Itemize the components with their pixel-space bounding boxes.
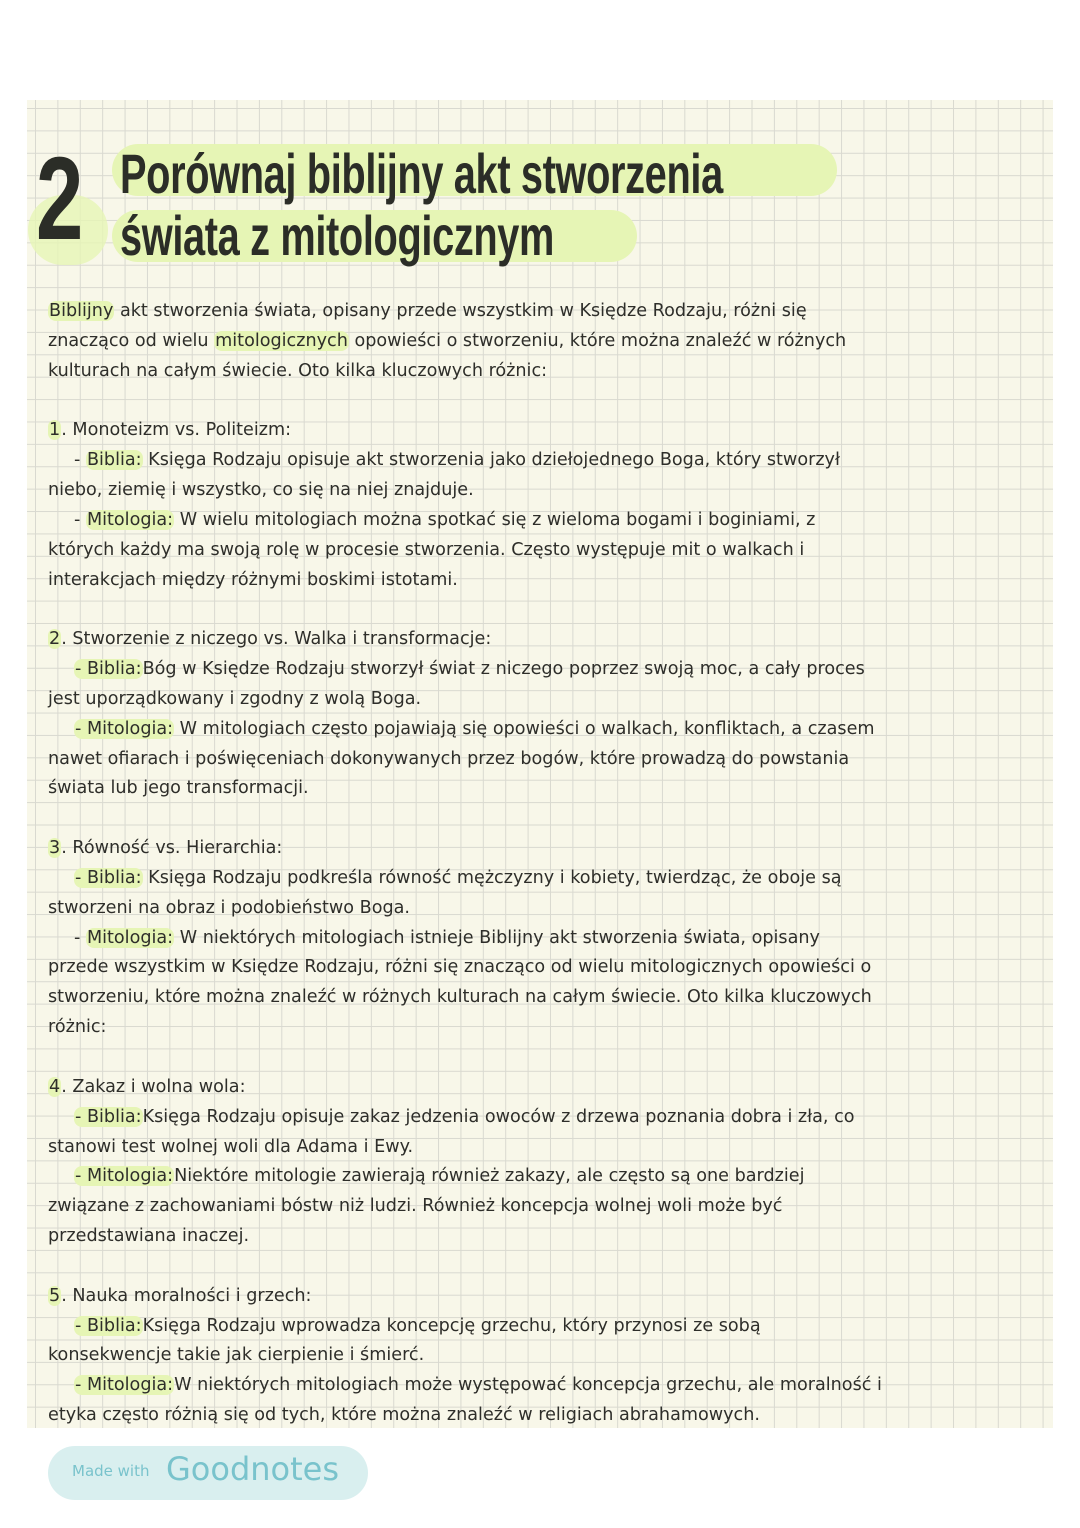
- line-text: interakcjach między różnymi boskimi istotami.: [48, 569, 458, 590]
- line-text: W wielu mitologiach można spotkać się z wieloma bogami i boginiami, z: [174, 509, 816, 530]
- highlighted-text: - Mitologia:: [75, 1375, 174, 1396]
- text-line: [48, 1284, 311, 1308]
- text-line: [48, 985, 872, 1009]
- text-line: [74, 1164, 804, 1188]
- text-line: [48, 359, 547, 383]
- text-line: [48, 627, 491, 651]
- line-text: . Stworzenie z niczego vs. Walka i transformacje:: [61, 629, 492, 650]
- line-text: -: [74, 450, 86, 471]
- highlighted-text: 2: [49, 629, 61, 650]
- line-text: różnic:: [48, 1017, 107, 1038]
- line-text: opowieści o stworzeniu, które można znaleźć w różnych: [348, 330, 847, 351]
- text-line: [48, 1224, 249, 1248]
- page-title-line-1: Porównaj biblijny akt stworzenia: [120, 142, 723, 205]
- line-text: Księga Rodzaju wprowadza koncepcję grzechu, który przynosi ze sobą: [142, 1315, 761, 1336]
- line-text: związane z zachowaniami bóstw niż ludzi. Również koncepcja wolnej woli może być: [48, 1196, 783, 1217]
- line-text: świata lub jego transformacji.: [48, 778, 309, 799]
- text-line: [48, 747, 849, 771]
- line-text: . Zakaz i wolna wola:: [61, 1076, 246, 1097]
- highlighted-text: - Mitologia:: [75, 718, 174, 739]
- highlighted-text: mitologicznych: [215, 330, 348, 351]
- line-text: konsekwencje takie jak cierpienie i śmierć.: [48, 1345, 425, 1366]
- watermark-brand-text: Goodnotes: [166, 1450, 340, 1488]
- line-text: znacząco od wielu: [48, 330, 215, 351]
- text-line: [74, 1314, 761, 1338]
- highlighted-text: - Biblia:: [75, 867, 142, 888]
- line-text: W niektórych mitologiach może występować koncepcja grzechu, ale moralność i: [174, 1375, 882, 1396]
- text-line: [48, 896, 410, 920]
- line-text: Księga Rodzaju podkreśla równość mężczyzny i kobiety, twierdząc, że oboje są: [142, 867, 842, 888]
- line-text: -: [74, 509, 86, 530]
- text-line: [48, 1135, 413, 1159]
- highlighted-text: - Biblia:: [75, 1315, 142, 1336]
- text-line: [48, 955, 871, 979]
- text-line: [48, 329, 846, 353]
- page-title-line-2: świata z mitologicznym: [120, 204, 555, 267]
- highlighted-text: 1: [49, 420, 61, 441]
- line-text: przedstawiana inaczej.: [48, 1226, 250, 1247]
- text-line: [48, 1403, 760, 1427]
- text-line: [74, 717, 875, 741]
- text-line: [48, 836, 282, 860]
- text-line: [48, 1015, 107, 1039]
- highlighted-text: - Biblia:: [75, 659, 142, 680]
- text-line: [48, 687, 421, 711]
- text-line: [48, 299, 807, 323]
- line-text: . Nauka moralności i grzech:: [61, 1285, 312, 1306]
- text-line: [48, 776, 309, 800]
- highlighted-text: 5: [49, 1285, 61, 1306]
- line-text: których każdy ma swoją rolę w procesie stworzenia. Często występuje mit o walkach i: [48, 539, 805, 560]
- text-line: [48, 418, 291, 442]
- text-line: [74, 1373, 882, 1397]
- line-text: Księga Rodzaju opisuje zakaz jedzenia owoców z drzewa poznania dobra i zła, co: [142, 1106, 855, 1127]
- line-text: . Monoteizm vs. Politeizm:: [61, 420, 292, 441]
- line-text: nawet ofiarach i poświęceniach dokonywanych przez bogów, które prowadzą do powstania: [48, 748, 850, 769]
- line-text: . Równość vs. Hierarchia:: [61, 838, 283, 859]
- highlighted-text: Biblia:: [86, 450, 142, 471]
- text-line: [74, 926, 820, 950]
- highlighted-text: 3: [49, 838, 61, 859]
- line-text: akt stworzenia świata, opisany przede wszystkim w Księdze Rodzaju, różni się: [114, 301, 807, 321]
- line-text: stworzeni na obraz i podobieństwo Boga.: [48, 897, 411, 918]
- text-line: [48, 1194, 782, 1218]
- text-line: [48, 1075, 246, 1099]
- line-text: kulturach na całym świecie. Oto kilka kluczowych różnic:: [48, 360, 548, 381]
- line-text: etyka często różnią się od tych, które można znaleźć w religiach abrahamowych.: [48, 1405, 760, 1426]
- text-line: [48, 538, 804, 562]
- line-text: niebo, ziemię i wszystko, co się na niej znajduje.: [48, 480, 474, 501]
- line-text: W mitologiach często pojawiają się opowieści o walkach, konfliktach, a czasem: [174, 718, 875, 739]
- highlighted-text: - Mitologia:: [75, 1166, 174, 1187]
- goodnotes-watermark: [48, 1446, 368, 1500]
- text-line: [74, 657, 865, 681]
- text-line: [48, 478, 474, 502]
- highlighted-text: - Biblia:: [75, 1106, 142, 1127]
- text-line: [74, 866, 842, 890]
- line-text: Niektóre mitologie zawierają również zakazy, ale często są one bardziej: [174, 1166, 805, 1187]
- line-text: Księga Rodzaju opisuje akt stworzenia jako dziełojednego Boga, który stworzył: [142, 450, 840, 471]
- text-line: [74, 1105, 855, 1129]
- text-line: [74, 448, 840, 472]
- text-line: [48, 568, 458, 592]
- line-text: stworzeniu, które można znaleźć w różnych kulturach na całym świecie. Oto kilka kluczowych: [48, 987, 872, 1008]
- section-number: 2: [36, 133, 84, 265]
- highlighted-text: Mitologia:: [86, 509, 174, 530]
- text-line: [74, 508, 815, 532]
- line-text: przede wszystkim w Księdze Rodzaju, różni się znacząco od wielu mitologicznych opowieści o: [48, 957, 872, 978]
- line-text: jest uporządkowany i zgodny z wolą Boga.: [48, 688, 422, 709]
- highlighted-text: Mitologia:: [86, 927, 174, 948]
- text-line: [48, 1343, 424, 1367]
- line-text: Bóg w Księdze Rodzaju stworzył świat z niczego poprzez swoją moc, a cały proces: [142, 659, 865, 680]
- line-text: -: [74, 927, 86, 948]
- watermark-small-text: Made with: [72, 1462, 150, 1480]
- highlighted-text: Biblijny: [49, 301, 114, 321]
- highlighted-text: 4: [49, 1076, 61, 1097]
- line-text: stanowi test wolnej woli dla Adama i Ewy.: [48, 1136, 414, 1157]
- line-text: W niektórych mitologiach istnieje Biblijny akt stworzenia świata, opisany: [174, 927, 820, 948]
